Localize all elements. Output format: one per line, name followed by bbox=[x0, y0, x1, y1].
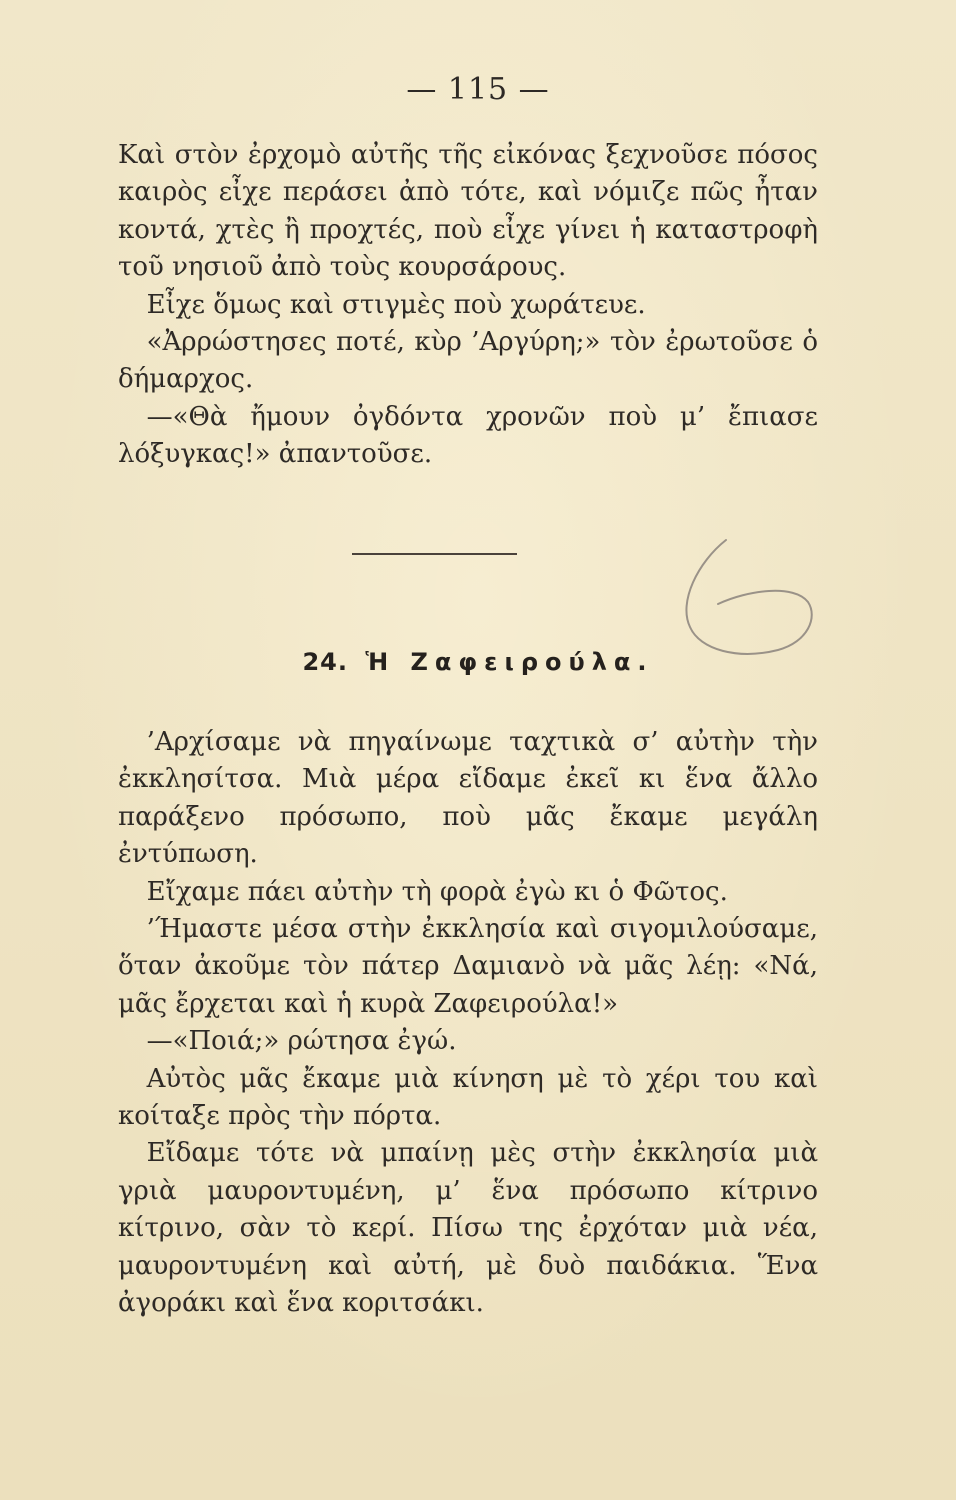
section-number: 24. bbox=[302, 648, 348, 676]
pencil-mark-icon bbox=[668, 522, 828, 667]
bottom-text-block bbox=[118, 724, 818, 1323]
paragraph: Εἶχε ὅμως καὶ στιγμὲς ποὺ χωράτευε. bbox=[146, 289, 646, 320]
top-text-block bbox=[118, 137, 818, 474]
paragraph: ’Ήμαστε μέσα στὴν ἐκκλησία καὶ σιγομιλούσαμε, ὅταν ἀκοῦμε τὸν πάτερ Δαμιανὸ νὰ μᾶς λέῃ: «Νά, μᾶς ἔρχεται καὶ ἡ κυρὰ Ζαφειρούλα!» bbox=[118, 914, 818, 1019]
paragraph: —«Θὰ ἤμουν ὀγδόντα χρονῶν ποὺ μ’ ἔπιασε λόξυγκας!» ἀπαντοῦσε. bbox=[118, 401, 818, 470]
paragraph: Εἴδαμε τότε νὰ μπαίνῃ μὲς στὴν ἐκκλησία μιὰ γριὰ μαυροντυμένη, μ’ ἕνα πρόσωπο κίτρινο κίτρινο, σὰν τὸ κερί. Πίσω της ἐρχόταν μιὰ νέα, μαυροντυμένη καὶ αὐτή, μὲ δυὸ παιδάκια. Ἕνα ἀγοράκι καὶ ἕνα κοριτσάκι. bbox=[118, 1138, 818, 1319]
paragraph: ’Αρχίσαμε νὰ πηγαίνωμε ταχτικὰ σ’ αὐτὴν τὴν ἐκκλησίτσα. Μιὰ μέρα εἴδαμε ἐκεῖ κι ἕνα ἄλλο παράξενο πρόσωπο, ποὺ μᾶς ἔκαμε μεγάλη ἐντύπωση. bbox=[118, 727, 818, 870]
section-title: Ἡ Ζαφειρούλα. bbox=[365, 648, 654, 676]
paragraph: Εἴχαμε πάει αὐτὴν τὴ φορὰ ἐγὼ κι ὁ Φῶτος. bbox=[146, 876, 728, 907]
page-number: — 115 — bbox=[406, 72, 550, 107]
paragraph: «Ἀρρώστησες ποτέ, κὺρ ’Αργύρη;» τὸν ἐρωτοῦσε ὁ δήμαρχος. bbox=[118, 327, 818, 395]
section-separator-rule bbox=[352, 553, 517, 555]
paragraph: Αὐτὸς μᾶς ἔκαμε μιὰ κίνηση μὲ τὸ χέρι του καὶ κοίταξε πρὸς τὴν πόρτα. bbox=[118, 1063, 818, 1132]
paragraph: Καὶ στὸν ἐρχομὸ αὐτῆς τῆς εἰκόνας ξεχνοῦσε πόσος καιρὸς εἶχε περάσει ἀπὸ τότε, καὶ νόμιζε πῶς ἦταν κοντά, χτὲς ἢ προχτές, ποὺ εἶχε γίνει ἡ καταστροφὴ τοῦ νησιοῦ ἀπὸ τοὺς κουρσάρους. bbox=[118, 140, 818, 283]
section-heading bbox=[0, 648, 956, 676]
paragraph: —«Ποιά;» ρώτησα ἐγώ. bbox=[146, 1026, 457, 1057]
